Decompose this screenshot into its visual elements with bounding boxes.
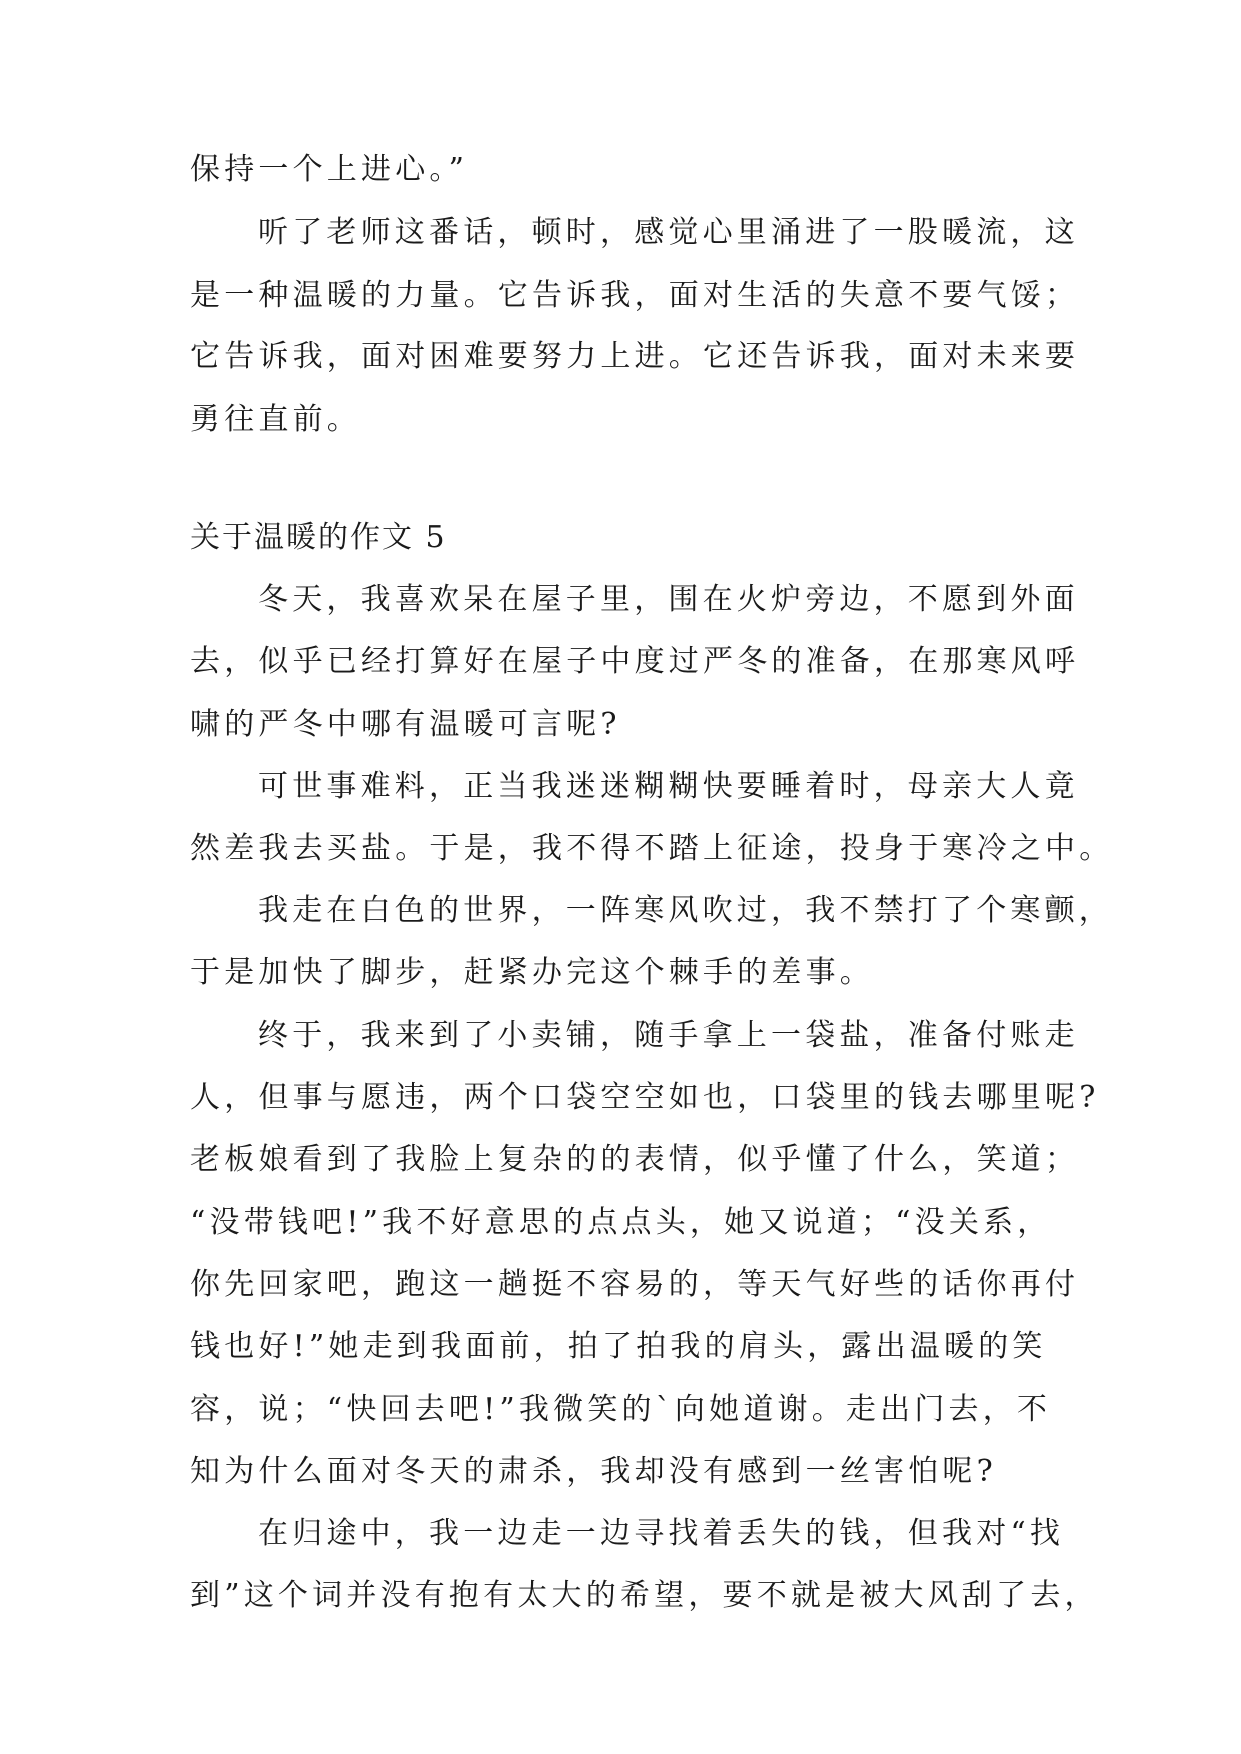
- text-line: 于是加快了脚步，赶紧办完这个棘手的差事。: [190, 955, 874, 990]
- paragraph-first-line: 终于，我来到了小卖铺，随手拿上一袋盐，准备付账走: [258, 1018, 1079, 1053]
- text-line: 勇往直前。: [190, 402, 361, 437]
- text-line: 知为什么面对冬天的肃杀，我却没有感到一丝害怕呢?: [190, 1454, 997, 1489]
- text-line: “没带钱吧!”我不好意思的点点头，她又说道；“没关系，: [190, 1205, 1052, 1240]
- paragraph-first-line: 我走在白色的世界，一阵寒风吹过，我不禁打了个寒颤，: [258, 893, 1113, 928]
- text-line: 钱也好!”她走到我面前，拍了拍我的肩头，露出温暖的笑: [190, 1329, 1047, 1364]
- paragraph-first-line: 冬天，我喜欢呆在屋子里，围在火炉旁边，不愿到外面: [258, 582, 1079, 617]
- text-line: 然差我去买盐。于是，我不得不踏上征途，投身于寒冷之中。: [190, 831, 1114, 866]
- paragraph-first-line: 听了老师这番话，顿时，感觉心里涌进了一股暖流，这: [258, 215, 1079, 250]
- text-line: 容，说；“快回去吧!”我微笑的`向她道谢。走出门去，不: [190, 1392, 1052, 1427]
- paragraph-first-line: 可世事难料，正当我迷迷糊糊快要睡着时，母亲大人竟: [258, 769, 1079, 804]
- section-title: 关于温暖的作文 5: [190, 520, 447, 555]
- text-line: 去，似乎已经打算好在屋子中度过严冬的准备，在那寒风呼: [190, 644, 1080, 679]
- text-line: 它告诉我，面对困难要努力上进。它还告诉我，面对未来要: [190, 339, 1080, 374]
- text-line: 老板娘看到了我脸上复杂的的表情，似乎懂了什么，笑道；: [190, 1142, 1080, 1177]
- text-line: 保持一个上进心。”: [190, 152, 469, 187]
- text-line: 到”这个词并没有抱有太大的希望，要不就是被大风刮了去，: [190, 1578, 1099, 1613]
- text-line: 啸的严冬中哪有温暖可言呢?: [190, 707, 621, 742]
- text-line: 人，但事与愿违，两个口袋空空如也，口袋里的钱去哪里呢?: [190, 1080, 1100, 1115]
- text-line: 你先回家吧，跑这一趟挺不容易的，等天气好些的话你再付: [190, 1267, 1080, 1302]
- text-line: 是一种温暖的力量。它告诉我，面对生活的失意不要气馁；: [190, 278, 1080, 313]
- paragraph-first-line: 在归途中，我一边走一边寻找着丢失的钱，但我对“找: [258, 1516, 1065, 1551]
